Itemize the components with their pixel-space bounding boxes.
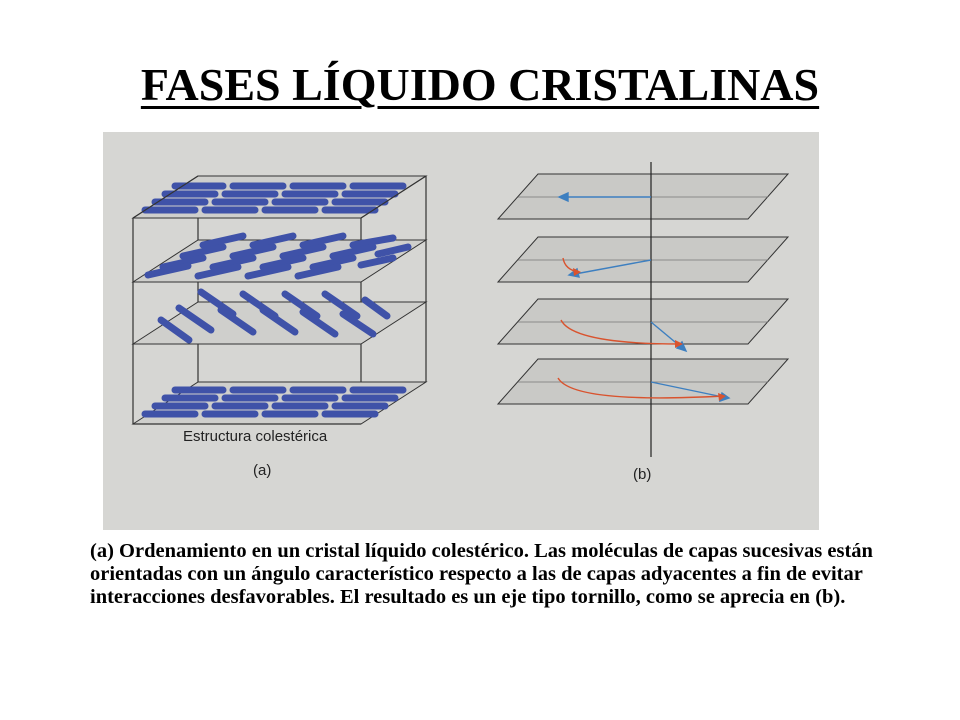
screw-axis-diagram (498, 162, 788, 457)
structure-label: Estructura colestérica (183, 428, 328, 445)
panel-b-label: (b) (633, 466, 652, 483)
figure-caption: (a) Ordenamiento en un cristal líquido colestérico. Las moléculas de capas sucesivas están orientadas con un ángulo característico respecto a las de capas adyacentes a fin de evitar interacciones desfavorables. El resultado es un eje tipo tornillo, como se aprecia en (b). (90, 540, 873, 608)
plane-b-3 (498, 299, 788, 344)
page-title: FASES LÍQUIDO CRISTALINAS (140, 59, 820, 110)
figure-drawing (103, 132, 819, 530)
plane-b-2 (498, 237, 788, 282)
cholesteric-figure (103, 132, 819, 530)
panel-a-label: (a) (253, 462, 272, 479)
